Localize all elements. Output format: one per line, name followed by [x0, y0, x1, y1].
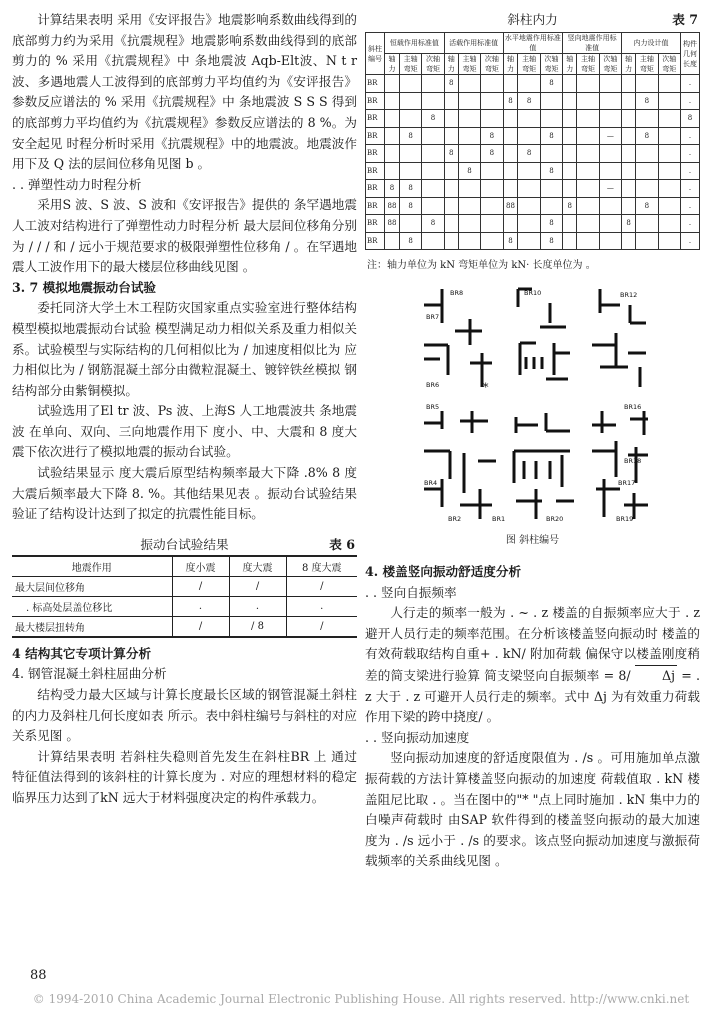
label-br16: BR16: [624, 403, 642, 411]
table7-caption: [365, 10, 700, 30]
table7-cell: [599, 215, 621, 233]
table7-cell: [622, 180, 636, 198]
table7-group: 水平地震作用标准值: [504, 34, 561, 52]
heading-column-buckling: 4. 钢管混凝土斜柱屈曲分析: [12, 666, 167, 682]
table6-header: 度小震: [172, 556, 229, 577]
table7-cell: [422, 145, 444, 163]
table6-cell: .: [286, 596, 357, 616]
table7-cell: [622, 197, 636, 215]
table7-cell: 8: [622, 215, 636, 233]
table7-cell: 8: [444, 75, 458, 93]
paragraph-shaking-table-model: 委托同济大学土木工程防灾国家重点实验室进行整体结构模型模拟地震振动台试验 模型满足动力相似关系及重力相似关系。试验模型与实际结构的几何相似比为 / 加速度相似比为 应力相似比为 / 钢筋混凝土部分由微粒混凝土、镀锌铁丝模拟 钢结构部分由紫铜模拟。: [12, 300, 357, 398]
table7-cell: [444, 92, 458, 110]
table7-cell: .: [681, 197, 700, 215]
table7-cell: [622, 92, 636, 110]
table7-cell: [563, 232, 577, 250]
table7-cell: [518, 215, 540, 233]
table7-cell: [503, 75, 518, 93]
table7-cell: [636, 232, 658, 250]
table7-cell: [577, 92, 599, 110]
cluster-bottom-right: [592, 411, 648, 519]
table7-subhead: 次轴弯矩: [658, 54, 680, 75]
heading-other-analysis: 4 结构其它专项计算分析: [12, 645, 152, 661]
table7-cell: [658, 180, 680, 198]
table7-cell: 8: [540, 162, 562, 180]
table6-cell: 最大楼层扭转角: [12, 616, 172, 637]
label-br5: BR5: [426, 403, 440, 411]
table7-cell: .: [681, 127, 700, 145]
table7-cell: 8: [422, 110, 444, 128]
table-row: [366, 145, 700, 163]
table7-cell: 8: [636, 127, 658, 145]
table7-cell: [563, 92, 577, 110]
table7-cell: [577, 145, 599, 163]
table7-cell: [444, 162, 458, 180]
table7-cell: [503, 145, 518, 163]
table-row: [366, 162, 700, 180]
table7-cell: [399, 215, 421, 233]
table6-cell: /: [172, 576, 229, 596]
table-column-forces: [365, 32, 700, 250]
cluster-top-left: [424, 289, 492, 387]
table7-cell: 8: [481, 127, 503, 145]
table7-cell: 8: [399, 180, 421, 198]
table7-cell: [622, 162, 636, 180]
table6-cell: /: [229, 576, 286, 596]
heading-natural-frequency: . . 竖向自振频率: [365, 584, 457, 600]
table7-cell: [540, 145, 562, 163]
table7-subhead: 轴力: [563, 54, 577, 75]
table7-cell: [636, 145, 658, 163]
column-id-cell: BR: [366, 75, 385, 93]
label-br4: BR4: [424, 479, 438, 487]
label-br1: BR1: [492, 515, 506, 523]
table6-cell: / 8: [229, 616, 286, 637]
label-br8: BR8: [450, 289, 464, 297]
table7-cell: [458, 197, 480, 215]
table7-subhead: 次轴弯矩: [540, 54, 562, 75]
table7-cell: [577, 232, 599, 250]
table-row: [12, 616, 357, 637]
table7-col-label: 斜柱编号: [366, 33, 385, 75]
table7-cell: [563, 110, 577, 128]
table7-cell: [422, 197, 444, 215]
table7-cell: [577, 215, 599, 233]
table7-subhead: 次轴弯矩: [481, 54, 503, 75]
table7-cell: 8: [399, 197, 421, 215]
table7-title: 斜柱内力: [507, 12, 558, 27]
table7-cell: [458, 180, 480, 198]
table6-caption: [12, 535, 357, 555]
page-footer: © 1994-2010 China Academic Journal Electronic Publishing House. All rights reserved. http://www.cnki.net: [32, 992, 690, 1006]
table-row: [366, 75, 700, 93]
table7-cell: [658, 197, 680, 215]
table7-cell: [503, 215, 518, 233]
paragraph-natural-frequency: [365, 603, 700, 728]
table7-cell: [518, 127, 540, 145]
table7-cell: [636, 162, 658, 180]
label-br18: BR18: [624, 457, 642, 465]
table6-header: 地震作用: [12, 556, 172, 577]
table7-cell: [481, 180, 503, 198]
table-row: [366, 180, 700, 198]
paragraph-shaking-table-waves: 试验选用了El tr 波、Ps 波、上海S 人工地震波共 条地震波 在单向、双向、三向地震作用下 度小、中、大震和 8 度大震下依次进行了模拟地震的振动台试验。: [12, 403, 357, 460]
table7-cell: —: [599, 127, 621, 145]
table7-cell: [399, 92, 421, 110]
column-id-cell: BR: [366, 215, 385, 233]
table7-cell: [458, 110, 480, 128]
table7-cell: [577, 197, 599, 215]
table7-cell: [458, 215, 480, 233]
table7-cell: [563, 162, 577, 180]
table7-cell: [599, 92, 621, 110]
table6-cell: /: [286, 616, 357, 637]
table7-cell: [636, 215, 658, 233]
paragraph-column-forces: 结构受力最大区域与计算长度最长区域的钢管混凝土斜柱的内力及斜柱几何长度如表 所示。表中斜柱编号与斜柱的对应关系见图 。: [12, 687, 357, 744]
page-number: 88: [30, 968, 47, 983]
column-layout-diagram: [420, 283, 650, 525]
table7-note: 注：轴力单位为 kN 弯矩单位为 kN· 长度单位为 。: [367, 260, 596, 271]
heading-floor-vibration: 4. 楼盖竖向振动舒适度分析: [365, 564, 522, 579]
column-id-cell: BR: [366, 127, 385, 145]
column-id-cell: BR: [366, 197, 385, 215]
figure-column-numbering: [365, 283, 700, 525]
table-row: [366, 197, 700, 215]
table7-cell: [422, 180, 444, 198]
table7-cell: [599, 145, 621, 163]
table7-cell: 8: [636, 92, 658, 110]
table7-cell: [444, 127, 458, 145]
column-id-cell: BR: [366, 162, 385, 180]
table7-cell: [518, 75, 540, 93]
table7-cell: 8: [681, 110, 700, 128]
table7-cell: 8: [540, 127, 562, 145]
table7-subhead: 次轴弯矩: [422, 54, 444, 75]
table7-cell: 8: [636, 197, 658, 215]
table7-cell: [399, 145, 421, 163]
table7-cell: [636, 75, 658, 93]
table7-subhead: 主轴弯矩: [577, 54, 599, 75]
table7-cell: [385, 232, 400, 250]
table-row: [366, 92, 700, 110]
table7-cell: [622, 232, 636, 250]
table-row: [366, 127, 700, 145]
table7-subhead: 轴力: [622, 54, 636, 75]
paragraph-elastoplastic: 采用S 波、S 波、S 波和《安评报告》提供的 条罕遇地震人工波对结构进行了弹塑性动力时程分析 最大层间位移角分别为 / / / 和 / 远小于规范要求的极限弹塑性位移角 / 。在罕遇地震人工波作用下的最大楼层位移曲线见图 。: [12, 197, 357, 275]
table7-cell: [481, 110, 503, 128]
frequency-text: 人行走的频率一般为 . ~ . z 楼盖的自振频率应大于 . z 避开人员行走的频率范围。在分析该楼盖竖向振动时 楼盖的有效荷载取结构自重+ . kN/ 附加荷载 偏保守以楼盖刚度稍差的简支梁进行验算 简支梁竖向自振频率 = 8/: [365, 605, 700, 683]
table7-cell: [599, 110, 621, 128]
table7-cell: 8: [540, 75, 562, 93]
table-shaking-results: [12, 555, 357, 638]
table7-cell: 8: [385, 180, 400, 198]
table7-cell: [563, 127, 577, 145]
heading-elastoplastic: . . 弹塑性动力时程分析: [12, 176, 142, 192]
table7-cell: 8: [503, 92, 518, 110]
table-row: [366, 232, 700, 250]
table7-subhead: 次轴弯矩: [599, 54, 621, 75]
label-br12: BR12: [620, 291, 638, 299]
table7-cell: [385, 110, 400, 128]
table7-cell: [503, 110, 518, 128]
table7-cell: [385, 92, 400, 110]
column-id-cell: BR: [366, 92, 385, 110]
table7-cell: [458, 232, 480, 250]
table7-cell: [518, 110, 540, 128]
heading-vertical-acceleration: . . 竖向振动加速度: [365, 729, 470, 745]
table7-cell: [458, 92, 480, 110]
label-br19: BR19: [616, 515, 634, 523]
sqrt-formula: Δj: [635, 665, 677, 687]
table7-cell: [422, 92, 444, 110]
table7-cell: [658, 75, 680, 93]
label-br17: BR17: [618, 479, 636, 487]
table6-cell: .: [172, 596, 229, 616]
table7-cell: [622, 110, 636, 128]
table7-number: 表 7: [672, 12, 698, 27]
table7-cell: [577, 75, 599, 93]
table-row: [366, 110, 700, 128]
frequency-text-cont: = . z 大于 . z 可避开人员行走的频率。式中 Δj 为有效重力荷载作用下梁的跨中挠度/ 。: [365, 667, 700, 725]
table-row: [12, 576, 357, 596]
table7-cell: [518, 180, 540, 198]
table7-cell: 88: [503, 197, 518, 215]
table7-cell: .: [681, 75, 700, 93]
table7-cell: [503, 162, 518, 180]
table7-subhead: 主轴弯矩: [518, 54, 540, 75]
table7-cell: 8: [540, 215, 562, 233]
table6-cell: .: [229, 596, 286, 616]
table7-cell: .: [681, 180, 700, 198]
table7-subhead: 轴力: [503, 54, 518, 75]
table7-cell: [599, 75, 621, 93]
table7-cell: .: [681, 215, 700, 233]
table7-cell: [563, 215, 577, 233]
table-row: [366, 215, 700, 233]
table7-cell: [622, 75, 636, 93]
table7-cell: [481, 232, 503, 250]
table7-cell: [518, 197, 540, 215]
table7-cell: 8: [518, 92, 540, 110]
table7-cell: [422, 127, 444, 145]
table7-cell: [622, 145, 636, 163]
table7-cell: [658, 215, 680, 233]
heading-shaking-table: 3. 7 模拟地震振动台试验: [12, 279, 157, 295]
table7-cell: .: [681, 162, 700, 180]
label-br2: BR2: [448, 515, 462, 523]
table7-cell: [422, 232, 444, 250]
table7-cell: —: [599, 180, 621, 198]
table7-cell: [518, 232, 540, 250]
table7-cell: [577, 127, 599, 145]
table7-cell: 8: [540, 232, 562, 250]
column-id-cell: BR: [366, 232, 385, 250]
table7-length-header: 构件几何长度: [681, 33, 700, 75]
table7-cell: [540, 180, 562, 198]
label-br10: BR10: [524, 289, 542, 297]
table7-group: 竖向地震作用标准值: [563, 33, 622, 54]
table7-cell: [540, 197, 562, 215]
table7-subhead: 主轴弯矩: [399, 54, 421, 75]
label-br20: BR20: [546, 515, 564, 523]
table6-header: 8 度大震: [286, 556, 357, 577]
table7-cell: .: [681, 145, 700, 163]
table7-cell: [481, 92, 503, 110]
table7-cell: [422, 162, 444, 180]
table7-cell: [540, 110, 562, 128]
table7-cell: [658, 232, 680, 250]
table7-cell: [444, 110, 458, 128]
table7-cell: [385, 162, 400, 180]
figure-caption: 图 斜柱编号: [505, 535, 560, 546]
table7-cell: [399, 75, 421, 93]
table-row: [12, 596, 357, 616]
table7-group: 内力设计值: [622, 33, 681, 54]
table7-cell: [599, 162, 621, 180]
table7-cell: [563, 145, 577, 163]
table7-cell: [444, 197, 458, 215]
table7-cell: 8: [458, 162, 480, 180]
paragraph-shaking-table-results: 试验结果显示 度大震后原型结构频率最大下降 .8% 8 度大震后频率最大下降 8. %。其他结果见表 。振动台试验结果验证了结构设计达到了拟定的抗震性能目标。: [12, 465, 357, 522]
table7-cell: .: [681, 232, 700, 250]
table7-cell: [658, 110, 680, 128]
table7-cell: [658, 127, 680, 145]
table6-cell: /: [172, 616, 229, 637]
table6-header: 度大震: [229, 556, 286, 577]
cluster-bottom-left: [424, 411, 496, 519]
table7-cell: [481, 215, 503, 233]
table7-cell: 8: [422, 215, 444, 233]
table7-cell: .: [681, 92, 700, 110]
table7-cell: [399, 110, 421, 128]
table7-cell: [481, 197, 503, 215]
table7-cell: [636, 110, 658, 128]
table7-cell: [422, 75, 444, 93]
table7-cell: [518, 162, 540, 180]
table7-cell: [563, 180, 577, 198]
table7-subhead: 轴力: [385, 54, 400, 75]
load-point-marker: *: [483, 381, 489, 394]
table7-cell: [577, 180, 599, 198]
table7-cell: [540, 92, 562, 110]
table7-cell: [503, 127, 518, 145]
table7-cell: [385, 75, 400, 93]
table7-cell: 88: [385, 215, 400, 233]
right-column: [365, 10, 700, 872]
table7-cell: [563, 75, 577, 93]
table7-cell: [658, 162, 680, 180]
table7-cell: [599, 197, 621, 215]
table7-cell: [658, 145, 680, 163]
table7-cell: [577, 110, 599, 128]
table6-cell: /: [286, 576, 357, 596]
table7-cell: [636, 180, 658, 198]
paragraph-base-shear: 计算结果表明 采用《安评报告》地震影响系数曲线得到的底部剪力约为采用《抗震规程》地震影响系数曲线得到的底部剪力的 % 采用《抗震规程》中 条地震波 Aqb-Elt波、N t r 波、多遇地震人工波得到的底部剪力平均值约为《安评报告》参数反应谱法的 % 采用《抗震规程》中 条地震波 S S S 得到的底部剪力平均值约为《抗震规程》参数反应谱法的 8 %。为安全起见 时程分析时采用《抗震规程》中的地震波。地震波作用下及 Q 法的层间位移角见图 b 。: [12, 12, 357, 172]
table7-cell: [503, 180, 518, 198]
label-br7: BR7: [426, 313, 440, 321]
column-id-cell: BR: [366, 110, 385, 128]
table7-cell: [458, 127, 480, 145]
cluster-top-middle: [518, 289, 570, 379]
table7-cell: 88: [385, 197, 400, 215]
table6-number: 表 6: [329, 536, 355, 552]
table7-cell: [658, 92, 680, 110]
table6-cell: . 标高处层盖位移比: [12, 596, 172, 616]
table7-group: 恒载作用标准值: [385, 33, 445, 54]
table7-cell: [385, 127, 400, 145]
paragraph-vertical-acceleration: 竖向振动加速度的舒适度限值为 . /s 。可用施加单点激振荷载的方法计算楼盖竖向振动的加速度 荷载值取 . kN 楼盖阻尼比取 . 。当在图中的"* "点上同时施加 . kN 集中力的白噪声荷载时 由SAP 软件得到的楼盖竖向振动的最大加速度为 . /s 远小于 . /s 的要求。该点竖向振动加速度与激振荷载频率的关系曲线见图 。: [365, 750, 700, 869]
table7-subhead: 主轴弯矩: [458, 54, 480, 75]
table7-body: [366, 75, 700, 250]
table7-subhead: 主轴弯矩: [636, 54, 658, 75]
table7-subhead: 轴力: [444, 54, 458, 75]
table7-cell: [481, 75, 503, 93]
table6-title: 振动台试验结果: [140, 536, 229, 552]
table6-cell: 最大层间位移角: [12, 576, 172, 596]
table7-cell: [444, 232, 458, 250]
table7-cell: 8: [481, 145, 503, 163]
table7-cell: 8: [399, 127, 421, 145]
table7-cell: 8: [503, 232, 518, 250]
table7-cell: [458, 145, 480, 163]
table7-group: 活载作用标准值: [444, 33, 503, 54]
table7-cell: 8: [399, 232, 421, 250]
table7-cell: [599, 232, 621, 250]
table7-cell: 8: [518, 145, 540, 163]
cluster-top-right: [592, 289, 646, 387]
column-id-cell: BR: [366, 145, 385, 163]
table7-cell: 8: [563, 197, 577, 215]
table7-cell: [399, 162, 421, 180]
paragraph-buckling-result: 计算结果表明 若斜柱失稳则首先发生在斜柱BR 上 通过特征值法得到的该斜柱的计算长度为 . 对应的理想材料的稳定临界压力达到了kN 远大于材料强度决定的构件承载力。: [12, 748, 357, 805]
left-column: [12, 10, 357, 809]
label-br6: BR6: [426, 381, 440, 389]
table7-cell: 8: [444, 145, 458, 163]
table7-cell: [458, 75, 480, 93]
column-id-cell: BR: [366, 180, 385, 198]
table7-cell: [622, 127, 636, 145]
table7-cell: [444, 215, 458, 233]
cluster-bottom-middle: [514, 413, 574, 519]
table7-cell: [481, 162, 503, 180]
table7-cell: [385, 145, 400, 163]
table7-cell: [577, 162, 599, 180]
table7-cell: [444, 180, 458, 198]
